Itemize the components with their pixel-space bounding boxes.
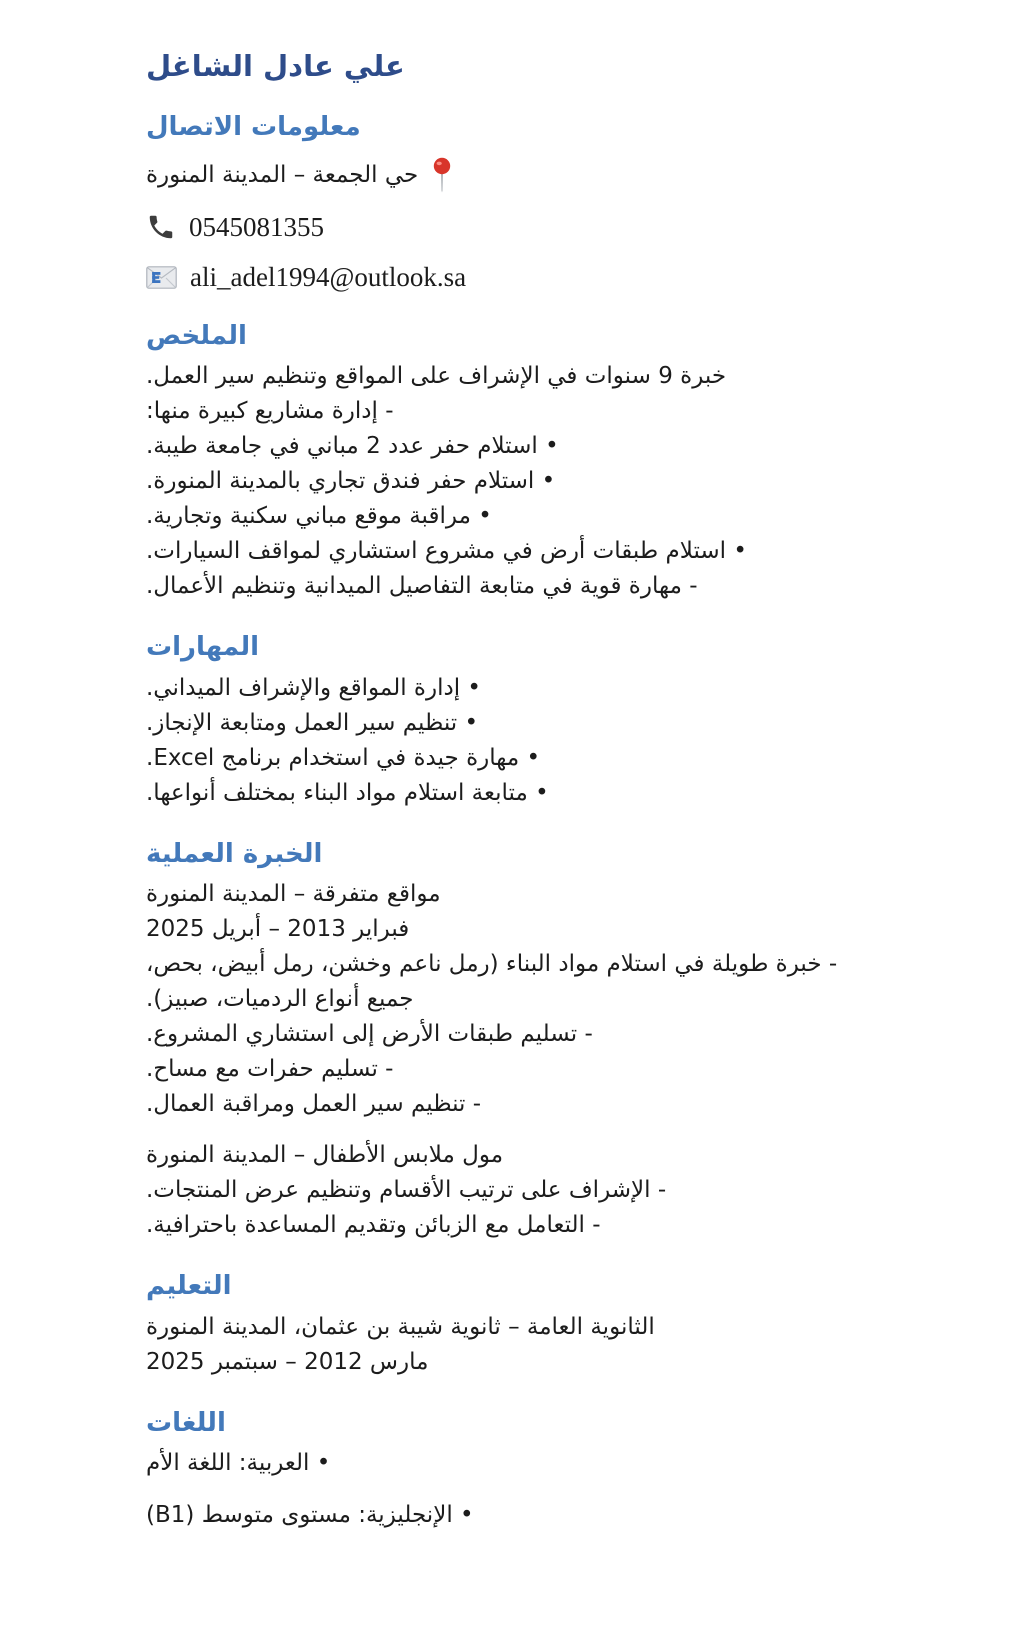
summary-line: • مراقبة موقع مباني سكنية وتجارية.	[146, 503, 492, 530]
language-item: • العربية: اللغة الأم	[146, 1450, 331, 1477]
summary-lines	[146, 359, 934, 604]
job-dates: فبراير 2013 – أبريل 2025	[146, 916, 410, 943]
summary-line: • استلام طبقات أرض في مشروع استشاري لمواقف السيارات.	[146, 538, 747, 565]
job-bullets	[146, 947, 934, 1122]
contact-section	[146, 111, 934, 293]
summary-line: - مهارة قوية في متابعة التفاصيل الميدانية وتنظيم الأعمال.	[146, 573, 698, 600]
experience-job-1	[146, 877, 934, 1122]
skills-heading: المهارات	[146, 632, 260, 663]
summary-section	[146, 320, 934, 605]
email-envelope-icon	[146, 266, 177, 289]
summary-line: - إدارة مشاريع كبيرة منها:	[146, 398, 394, 425]
email-address: ali_adel1994@outlook.sa	[190, 261, 467, 292]
skill-item: • متابعة استلام مواد البناء بمختلف أنواعها.	[146, 779, 549, 806]
education-section	[146, 1270, 934, 1380]
contact-heading: معلومات الاتصال	[146, 112, 361, 143]
location-text: حي الجمعة – المدينة المنورة	[146, 161, 419, 188]
job-title: مول ملابس الأطفال – المدينة المنورة	[146, 1142, 504, 1169]
job-bullet: - الإشراف على ترتيب الأقسام وتنظيم عرض المنتجات.	[146, 1177, 667, 1204]
experience-heading: الخبرة العملية	[146, 838, 323, 869]
skill-item: • تنظيم سير العمل ومتابعة الإنجاز.	[146, 709, 479, 736]
job-bullet: - تسليم طبقات الأرض إلى استشاري المشروع.	[146, 1021, 593, 1048]
summary-line: • استلام حفر عدد 2 مباني في جامعة طيبة.	[146, 433, 559, 460]
summary-line: خبرة 9 سنوات في الإشراف على المواقع وتنظيم سير العمل.	[146, 363, 727, 390]
job-bullet: - خبرة طويلة في استلام مواد البناء (رمل ناعم وخشن، رمل أبيض، بحص، جميع أنواع الردميات، صبيز).	[146, 951, 838, 1013]
languages-heading: اللغات	[146, 1407, 226, 1438]
skills-section	[146, 631, 934, 811]
job-bullet: - تنظيم سير العمل ومراقبة العمال.	[146, 1091, 482, 1118]
telephone-receiver-icon	[146, 212, 176, 242]
summary-line: • استلام حفر فندق تجاري بالمدينة المنورة.	[146, 468, 556, 495]
skill-item: • مهارة جيدة في استخدام برنامج Excel.	[146, 744, 541, 771]
experience-section	[146, 838, 934, 1244]
skills-list	[146, 671, 934, 811]
job-bullet: - تسليم حفرات مع مساح.	[146, 1056, 394, 1083]
education-dates: مارس 2012 – سبتمبر 2025	[146, 1348, 429, 1375]
email-line	[146, 262, 934, 293]
skill-item: • إدارة المواقع والإشراف الميداني.	[146, 674, 481, 701]
round-pushpin-icon	[431, 157, 453, 193]
candidate-name: علي عادل الشاغل	[146, 49, 405, 83]
education-heading: التعليم	[146, 1271, 232, 1302]
languages-list	[146, 1446, 934, 1533]
phone-number: 0545081355	[189, 211, 324, 242]
job-bullets	[146, 1173, 934, 1243]
job-bullet: - التعامل مع الزبائن وتقديم المساعدة باحترافية.	[146, 1212, 601, 1239]
summary-heading: الملخص	[146, 320, 247, 351]
job-title: مواقع متفرقة – المدينة المنورة	[146, 881, 441, 908]
languages-section	[146, 1407, 934, 1534]
education-school: الثانوية العامة – ثانوية شيبة بن عثمان، المدينة المنورة	[146, 1313, 655, 1340]
experience-job-2	[146, 1138, 934, 1243]
location-line	[146, 157, 934, 193]
phone-line	[146, 212, 934, 243]
language-item: • الإنجليزية: مستوى متوسط (B1)	[146, 1502, 474, 1529]
